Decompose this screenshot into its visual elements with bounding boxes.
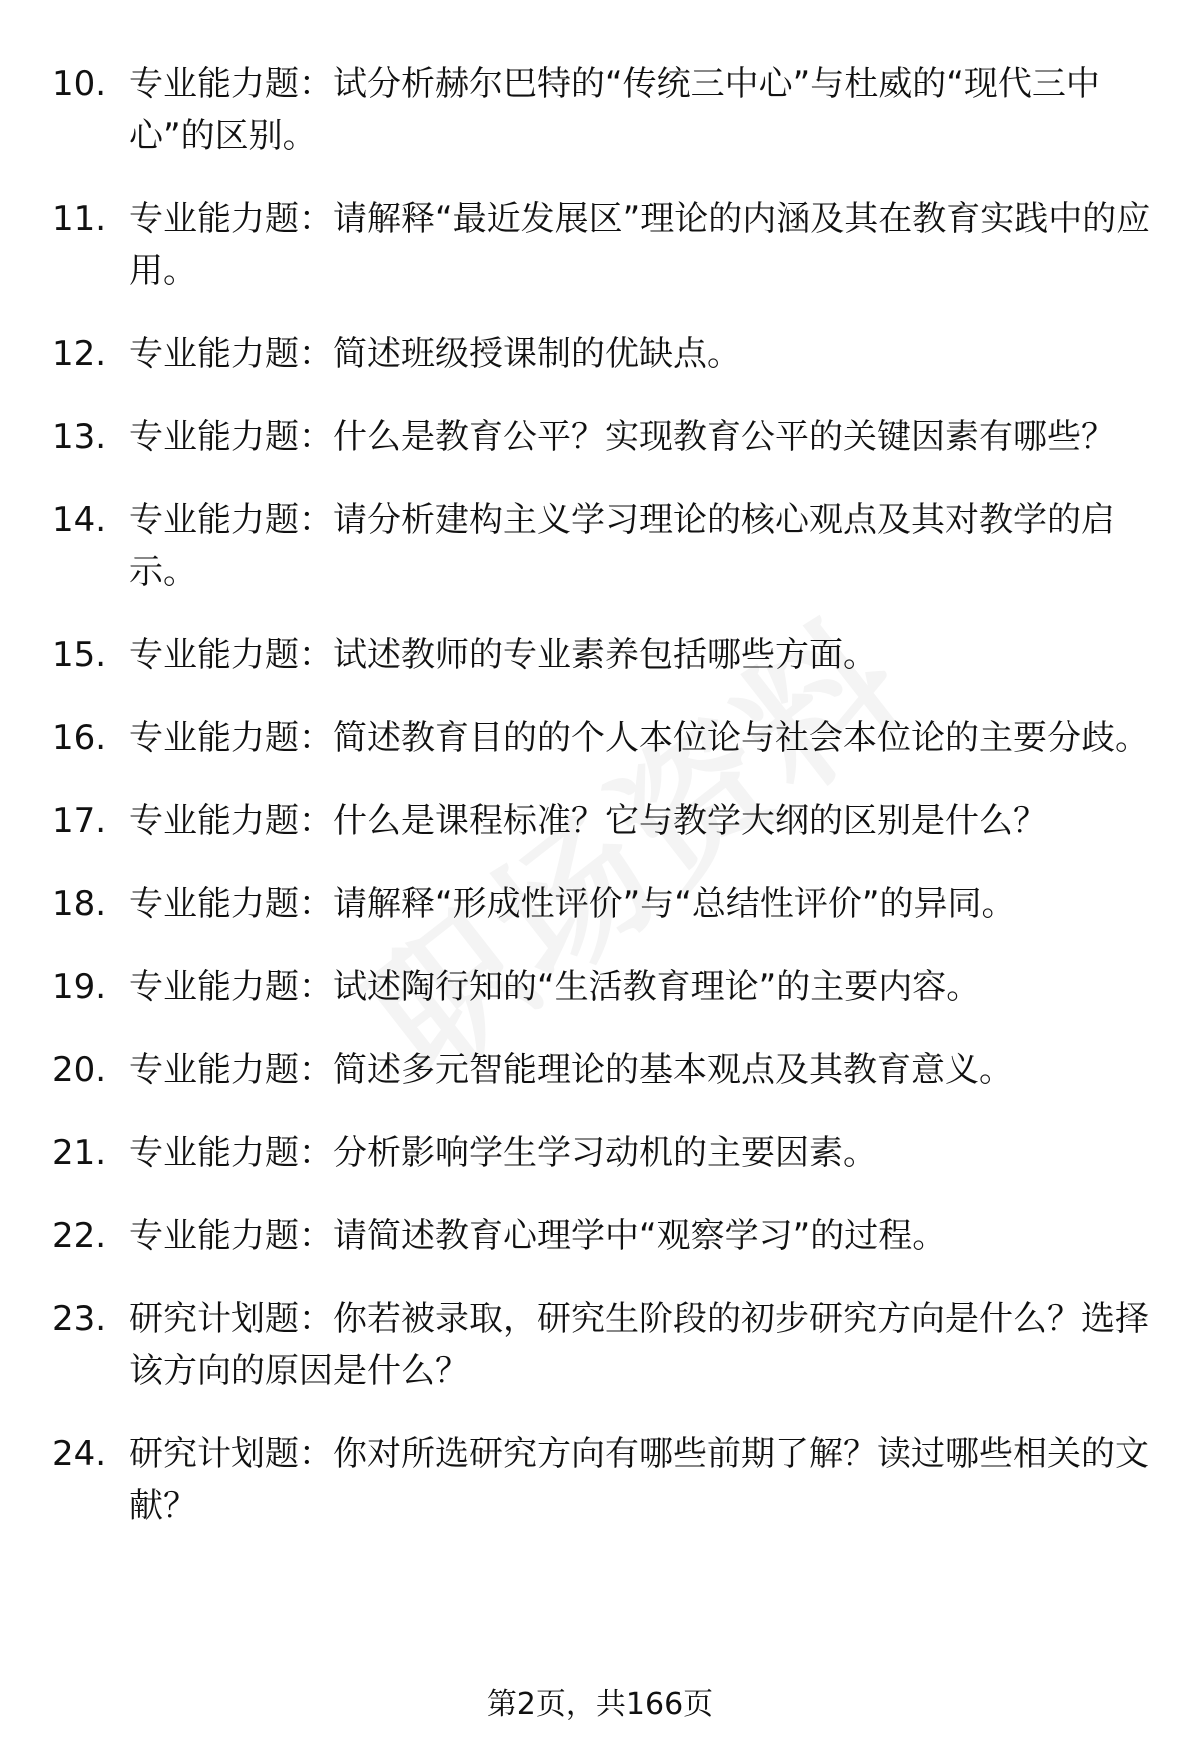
item-text: 专业能力题：简述多元智能理论的基本观点及其教育意义。 xyxy=(129,1050,1013,1090)
item-text: 专业能力题：请简述教育心理学中“观察学习”的过程。 xyxy=(129,1216,947,1256)
item-text: 专业能力题：简述班级授课制的优缺点。 xyxy=(129,334,741,374)
list-item xyxy=(52,58,1152,162)
item-text: 专业能力题：简述教育目的的个人本位论与社会本位论的主要分歧。 xyxy=(129,718,1149,758)
list-item xyxy=(52,494,1152,598)
list-item xyxy=(52,795,1152,847)
item-text: 专业能力题：什么是教育公平？实现教育公平的关键因素有哪些？ xyxy=(129,417,1115,457)
item-text: 研究计划题：你对所选研究方向有哪些前期了解？读过哪些相关的文献？ xyxy=(129,1434,1149,1526)
list-item xyxy=(52,193,1152,297)
item-text: 专业能力题：请解释“形成性评价”与“总结性评价”的异同。 xyxy=(129,884,1016,924)
page-number: 第2页，共166页 xyxy=(486,1687,714,1722)
item-number: 16. xyxy=(52,718,107,758)
item-text: 专业能力题：试述教师的专业素养包括哪些方面。 xyxy=(129,635,877,675)
list-item xyxy=(52,878,1152,930)
item-text: 研究计划题：你若被录取，研究生阶段的初步研究方向是什么？选择该方向的原因是什么？ xyxy=(129,1299,1149,1391)
item-number: 10. xyxy=(52,64,107,104)
item-number: 11. xyxy=(52,199,107,239)
list-item xyxy=(52,1210,1152,1262)
item-number: 20. xyxy=(52,1050,107,1090)
list-item xyxy=(52,1127,1152,1179)
item-number: 14. xyxy=(52,500,107,540)
item-number: 18. xyxy=(52,884,107,924)
list-item xyxy=(52,1293,1152,1397)
item-text: 专业能力题：什么是课程标准？它与教学大纲的区别是什么？ xyxy=(129,801,1047,841)
item-number: 19. xyxy=(52,967,107,1007)
item-text: 专业能力题：请分析建构主义学习理论的核心观点及其对教学的启示。 xyxy=(129,500,1115,592)
item-number: 15. xyxy=(52,635,107,675)
item-text: 专业能力题：请解释“最近发展区”理论的内涵及其在教育实践中的应用。 xyxy=(129,199,1151,291)
item-text: 专业能力题：试分析赫尔巴特的“传统三中心”与杜威的“现代三中心”的区别。 xyxy=(129,64,1100,156)
list-item xyxy=(52,712,1152,764)
list-item xyxy=(52,328,1152,380)
list-item xyxy=(52,411,1152,463)
item-number: 17. xyxy=(52,801,107,841)
item-number: 13. xyxy=(52,417,107,457)
list-item xyxy=(52,961,1152,1013)
list-item xyxy=(52,1044,1152,1096)
item-text: 专业能力题：分析影响学生学习动机的主要因素。 xyxy=(129,1133,877,1173)
item-number: 24. xyxy=(52,1434,107,1474)
item-number: 12. xyxy=(52,334,107,374)
list-item xyxy=(52,1428,1152,1532)
item-number: 23. xyxy=(52,1299,107,1339)
item-number: 22. xyxy=(52,1216,107,1256)
item-number: 21. xyxy=(52,1133,107,1173)
item-text: 专业能力题：试述陶行知的“生活教育理论”的主要内容。 xyxy=(129,967,981,1007)
question-list xyxy=(52,58,1152,1563)
list-item xyxy=(52,629,1152,681)
